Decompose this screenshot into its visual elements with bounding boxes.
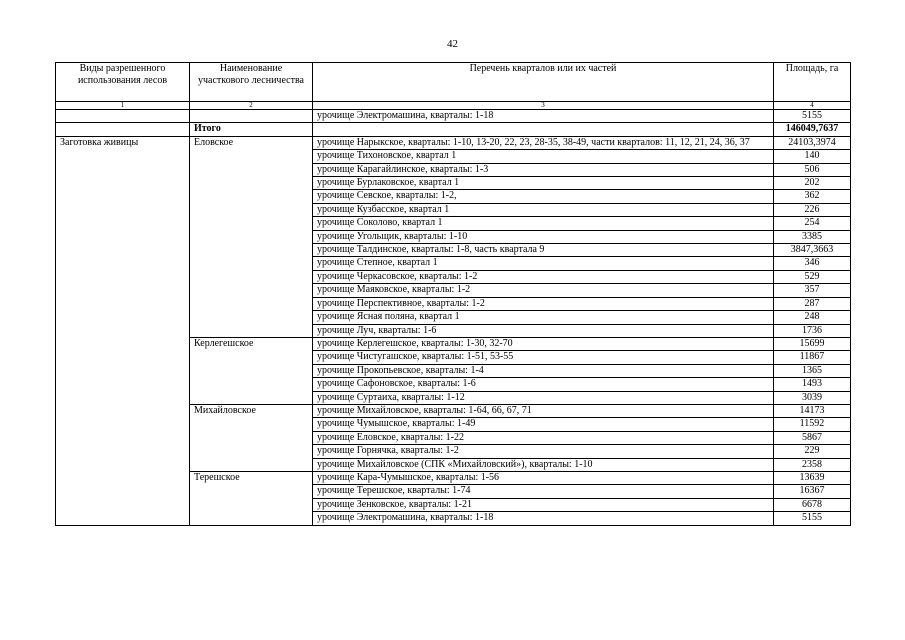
- area-cell: 1365: [774, 364, 851, 377]
- quarter-list-cell: урочище Талдинское, кварталы: 1-8, часть квартала 9: [313, 244, 774, 257]
- header-use-type: Виды разрешенного использования лесов: [56, 63, 190, 102]
- quarter-list-cell: урочище Перспективное, кварталы: 1-2: [313, 297, 774, 310]
- area-cell: 226: [774, 203, 851, 216]
- column-number: 3: [313, 102, 774, 110]
- area-cell: 254: [774, 217, 851, 230]
- area-cell: 506: [774, 163, 851, 176]
- area-cell: 3385: [774, 230, 851, 243]
- column-number: 1: [56, 102, 190, 110]
- area-cell: 11867: [774, 351, 851, 364]
- quarter-list-cell: [313, 123, 774, 136]
- area-cell: 362: [774, 190, 851, 203]
- quarter-list-cell: урочище Соколово, квартал 1: [313, 217, 774, 230]
- forestry-name-cell: Терешское: [190, 471, 313, 525]
- area-cell: 1493: [774, 378, 851, 391]
- use-type-cell: [56, 110, 190, 123]
- area-cell: 202: [774, 177, 851, 190]
- area-cell: 346: [774, 257, 851, 270]
- area-cell: 3039: [774, 391, 851, 404]
- area-cell: 15699: [774, 337, 851, 350]
- quarter-list-cell: урочище Чумышское, кварталы: 1-49: [313, 418, 774, 431]
- quarter-list-cell: урочище Горнячка, кварталы: 1-2: [313, 445, 774, 458]
- table-row: [56, 136, 851, 149]
- quarter-list-cell: урочище Керлегешское, кварталы: 1-30, 32-70: [313, 337, 774, 350]
- quarter-list-cell: урочище Тихоновское, квартал 1: [313, 150, 774, 163]
- area-cell: 13639: [774, 471, 851, 484]
- quarter-list-cell: урочище Бурлаковское, квартал 1: [313, 177, 774, 190]
- area-cell: 1736: [774, 324, 851, 337]
- forestry-name-cell: Еловское: [190, 136, 313, 337]
- column-number-row: [56, 102, 851, 110]
- quarter-list-cell: урочище Чистугашское, кварталы: 1-51, 53-55: [313, 351, 774, 364]
- area-cell: 16367: [774, 485, 851, 498]
- quarter-list-cell: урочище Луч, кварталы: 1-6: [313, 324, 774, 337]
- forestry-name-cell: Керлегешское: [190, 337, 313, 404]
- quarter-list-cell: урочище Степное, квартал 1: [313, 257, 774, 270]
- quarter-list-cell: урочище Карагайлинское, кварталы: 1-3: [313, 163, 774, 176]
- table-row: [56, 110, 851, 123]
- quarter-list-cell: урочище Зенковское, кварталы: 1-21: [313, 498, 774, 511]
- area-cell: 5867: [774, 431, 851, 444]
- area-cell: 6678: [774, 498, 851, 511]
- quarter-list-cell: урочище Прокопьевское, кварталы: 1-4: [313, 364, 774, 377]
- area-cell: 24103,3974: [774, 136, 851, 149]
- quarter-list-cell: урочище Терешское, кварталы: 1-74: [313, 485, 774, 498]
- area-cell: 229: [774, 445, 851, 458]
- quarter-list-cell: урочище Нарыкское, кварталы: 1-10, 13-20, 22, 23, 28-35, 38-49, части кварталов: 11, 12, 21, 24, 36, 37: [313, 136, 774, 149]
- page-number: 42: [447, 38, 458, 50]
- column-number: 2: [190, 102, 313, 110]
- area-cell: 529: [774, 270, 851, 283]
- quarter-list-cell: урочище Севское, кварталы: 1-2,: [313, 190, 774, 203]
- quarter-list-cell: урочище Маяковское, кварталы: 1-2: [313, 284, 774, 297]
- use-type-cell: Заготовка живицы: [56, 136, 190, 525]
- quarter-list-cell: урочище Электромашина, кварталы: 1-18: [313, 512, 774, 525]
- area-cell: 140: [774, 150, 851, 163]
- area-cell: 3847,3663: [774, 244, 851, 257]
- area-cell: 357: [774, 284, 851, 297]
- header-row: [56, 63, 851, 102]
- area-cell: 2358: [774, 458, 851, 471]
- use-type-cell: [56, 123, 190, 136]
- area-cell: 5155: [774, 512, 851, 525]
- quarter-list-cell: урочище Сафоновское, кварталы: 1-6: [313, 378, 774, 391]
- quarter-list-cell: урочище Суртаиха, кварталы: 1-12: [313, 391, 774, 404]
- quarter-list-cell: урочище Михайловское (СПК «Михайловский»), кварталы: 1-10: [313, 458, 774, 471]
- quarter-list-cell: урочище Ясная поляна, квартал 1: [313, 311, 774, 324]
- area-cell: 11592: [774, 418, 851, 431]
- header-area: Площадь, га: [774, 63, 851, 102]
- forest-use-table: [55, 62, 851, 526]
- total-area: 146049,7637: [774, 123, 851, 136]
- area-cell: 287: [774, 297, 851, 310]
- area-cell: 5155: [774, 110, 851, 123]
- total-label: Итого: [190, 123, 313, 136]
- quarter-list-cell: урочище Электромашина, кварталы: 1-18: [313, 110, 774, 123]
- quarter-list-cell: урочище Черкасовское, кварталы: 1-2: [313, 270, 774, 283]
- header-forestry-name: Наименование участкового лесничества: [190, 63, 313, 102]
- quarter-list-cell: урочище Еловское, кварталы: 1-22: [313, 431, 774, 444]
- header-quarter-list: Перечень кварталов или их частей: [313, 63, 774, 102]
- forestry-name-cell: Михайловское: [190, 404, 313, 471]
- quarter-list-cell: урочище Михайловское, кварталы: 1-64, 66, 67, 71: [313, 404, 774, 417]
- forestry-cell: [190, 110, 313, 123]
- total-row: [56, 123, 851, 136]
- column-number: 4: [774, 102, 851, 110]
- quarter-list-cell: урочище Кузбасское, квартал 1: [313, 203, 774, 216]
- quarter-list-cell: урочище Угольщик, кварталы: 1-10: [313, 230, 774, 243]
- area-cell: 14173: [774, 404, 851, 417]
- quarter-list-cell: урочище Кара-Чумышское, кварталы: 1-56: [313, 471, 774, 484]
- area-cell: 248: [774, 311, 851, 324]
